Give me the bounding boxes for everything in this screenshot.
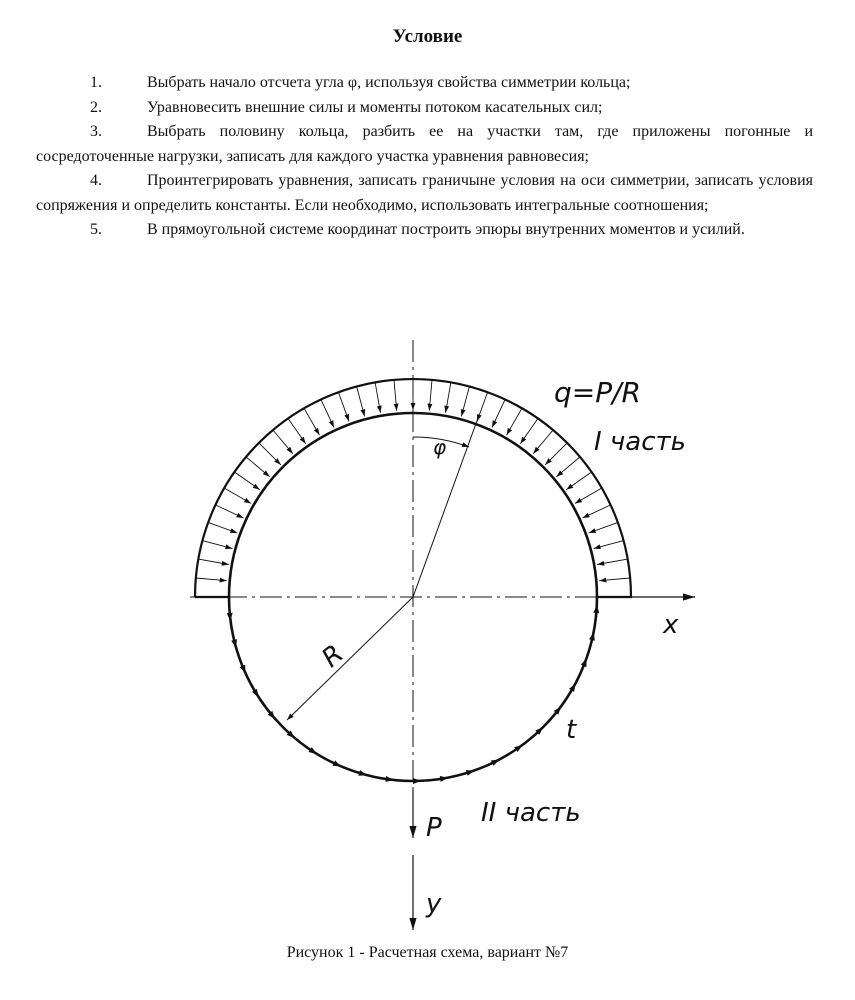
condition-number: 2. (90, 98, 102, 116)
load-arrow (234, 472, 259, 490)
load-arrow (394, 380, 397, 411)
load-arrow (429, 380, 432, 411)
load-arrow (461, 386, 469, 416)
load-arrow (594, 541, 624, 549)
load-arrow (304, 408, 320, 435)
tangent-arrow (413, 778, 421, 784)
load-arrow (583, 505, 611, 518)
radius-line (287, 597, 413, 720)
condition-number: 4. (90, 172, 102, 189)
load-arrow (520, 418, 538, 443)
tangent-arrow (589, 632, 595, 641)
load-arrow (224, 488, 251, 504)
load-arrow (321, 399, 334, 427)
load-arrow (492, 399, 505, 427)
condition-text: Уравновесить внешние силы и моменты потоком касательных сил; (147, 98, 603, 116)
x-axis-label: x (663, 610, 679, 640)
tangent-arrow (581, 659, 587, 668)
tangent-arrow (466, 770, 475, 776)
load-arrow (575, 488, 602, 504)
load-arrow (375, 382, 380, 413)
load-arrow (545, 443, 567, 465)
tangent-arrow (491, 760, 500, 766)
load-label: q=P/R (554, 376, 642, 409)
condition-number: 5. (90, 221, 102, 238)
load-arrow (208, 522, 237, 533)
load-arrow (599, 578, 630, 581)
load-arrow (338, 392, 349, 421)
condition-number: 1. (90, 74, 102, 91)
load-arrow (288, 418, 306, 443)
part-two-label: II часть (481, 798, 581, 828)
tangent-arrow (358, 770, 367, 776)
load-arrow (198, 559, 229, 564)
condition-text: Выбрать начало отсчета угла φ, используя свойства симметрии кольца; (147, 74, 631, 91)
load-arrow (259, 443, 281, 465)
tangent-arrow (333, 760, 342, 766)
load-arrow (533, 430, 553, 454)
load-arrow (507, 408, 523, 435)
load-arrow (273, 430, 293, 454)
figure-caption: Рисунок 1 - Расчетная схема, вариант №7 (286, 944, 569, 961)
tangent-label: t (566, 715, 577, 745)
load-arrow (589, 522, 618, 533)
part-one-label: I часть (594, 427, 686, 457)
condition-text: Выбрать половину кольца, разбить ее на участки там, где приложены погонные и сосредоточенные нагрузки, записать для каждого участка уравнения равновесия; (36, 123, 813, 165)
load-arrow (196, 578, 227, 581)
load-arrow (597, 559, 628, 564)
load-arrow (246, 457, 270, 477)
y-axis-label: y (426, 889, 442, 919)
load-arrow (566, 472, 591, 490)
condition-text: В прямоугольной системе координат построить эпюры внутренних моментов и усилий. (147, 221, 745, 238)
section-title: Условие (392, 26, 463, 47)
radius-label: R (316, 639, 350, 674)
load-arrow (357, 386, 365, 416)
tangent-arrow (240, 665, 246, 674)
condition-number: 3. (90, 123, 102, 140)
load-arrow (215, 505, 243, 518)
force-label: P (426, 813, 442, 843)
condition-text: Проинтегрировать уравнения, записать граничыне условия на оси симметрии, записать условия сопряжения и определить константы. Если необходимо, использовать интегральные соотношения; (36, 172, 813, 214)
load-arrow (477, 392, 488, 421)
tangent-arrow (231, 639, 237, 647)
angle-label: φ (433, 435, 447, 459)
load-arrow (446, 382, 451, 413)
load-arrow (556, 457, 580, 477)
load-arrow (202, 541, 232, 549)
